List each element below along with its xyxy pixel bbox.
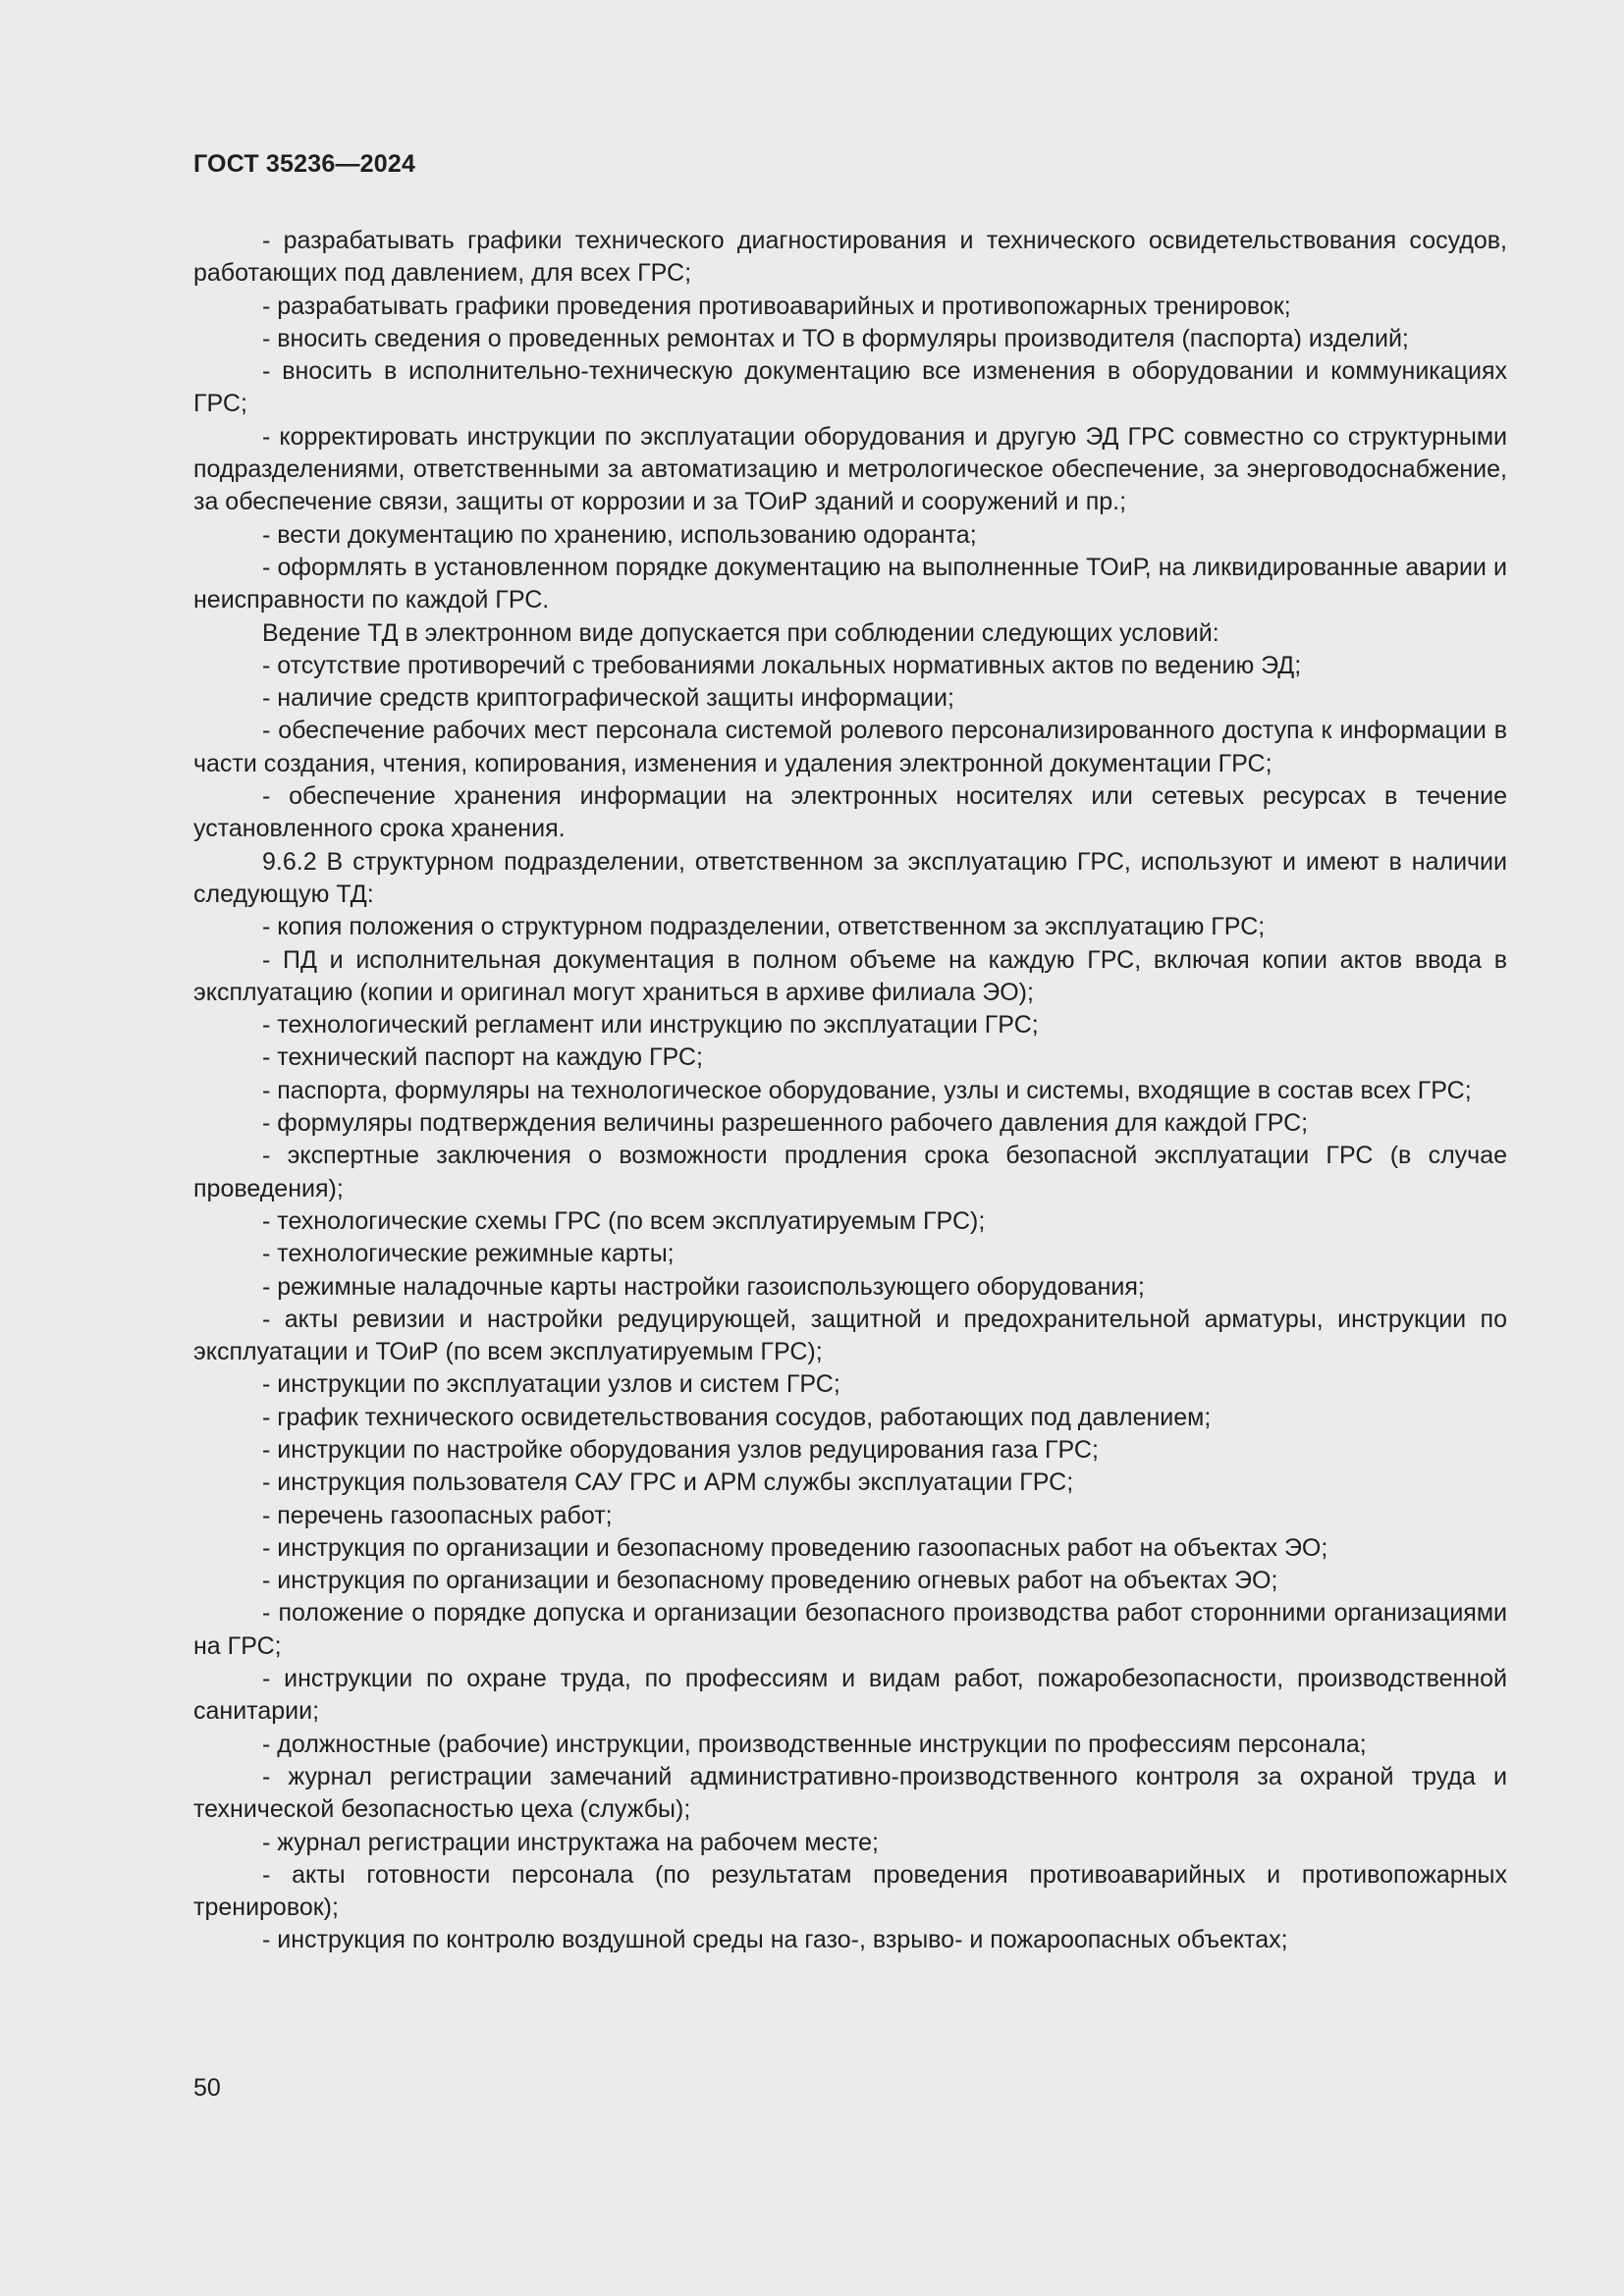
page-number: 50 [193,2074,221,2102]
paragraph: Ведение ТД в электронном виде допускается при соблюдении следующих условий: [262,618,1219,647]
paragraph: - разрабатывать графики технического диагностирования и технического освидетельствования сосудов, работающих под давлением, для всех ГРС; [193,227,1507,288]
paragraph: - акты готовности персонала (по результатам проведения противоаварийных и противопожарных тренировок); [193,1860,1507,1922]
paragraph: - должностные (рабочие) инструкции, производственные инструкции по профессиям персонала; [262,1730,1367,1758]
paragraph: - оформлять в установленном порядке документацию на выполненные ТОиР, на ликвидированные аварии и неисправности по каждой ГРС. [193,553,1507,614]
paragraph: - инструкции по охране труда, по профессиям и видам работ, пожаробезопасности, производственной санитарии; [193,1665,1507,1726]
paragraph: - технологические схемы ГРС (по всем эксплуатируемым ГРС); [262,1206,986,1235]
document-header: ГОСТ 35236—2024 [193,150,416,178]
paragraph: - перечень газоопасных работ; [262,1501,613,1529]
paragraph: - ПД и исполнительная документация в полном объеме на каждую ГРС, включая копии актов ввода в эксплуатацию (копии и оригинал могут храниться в архиве филиала ЭО); [193,945,1507,1006]
paragraph: - наличие средств криптографической защиты информации; [262,684,954,713]
paragraph: - корректировать инструкции по эксплуатации оборудования и другую ЭД ГРС совместно со структурными подразделениями, ответственными за автоматизацию и метрологическое обеспечение, за энерговодоснабжение, за обеспечение связи, защиты от коррозии и за ТОиР зданий и сооружений и пр.; [193,422,1507,516]
paragraph: - режимные наладочные карты настройки газоиспользующего оборудования; [262,1272,1145,1301]
document-body [193,225,1507,1957]
paragraph: - разрабатывать графики проведения противоаварийных и противопожарных тренировок; [262,292,1291,320]
paragraph: - инструкция пользователя САУ ГРС и АРМ службы эксплуатации ГРС; [262,1468,1074,1497]
paragraph: - график технического освидетельствования сосудов, работающих под давлением; [262,1403,1212,1431]
paragraph: - вносить сведения о проведенных ремонтах и ТО в формуляры производителя (паспорта) изделий; [262,324,1409,352]
section-paragraph: 9.6.2 В структурном подразделении, ответственном за эксплуатацию ГРС, используют и имеют в наличии следующую ТД: [193,847,1507,908]
paragraph: - инструкция по организации и безопасному проведению газоопасных работ на объектах ЭО; [262,1533,1328,1562]
paragraph: - инструкции по настройке оборудования узлов редуцирования газа ГРС; [262,1435,1099,1464]
paragraph: - отсутствие противоречий с требованиями локальных нормативных актов по ведению ЭД; [262,651,1302,679]
paragraph: - обеспечение хранения информации на электронных носителях или сетевых ресурсах в течение установленного срока хранения. [193,782,1507,843]
paragraph: - копия положения о структурном подразделении, ответственном за эксплуатацию ГРС; [262,913,1266,941]
paragraph: - паспорта, формуляры на технологическое оборудование, узлы и системы, входящие в состав всех ГРС; [262,1076,1472,1104]
paragraph: - обеспечение рабочих мест персонала системой ролевого персонализированного доступа к информации в части создания, чтения, копирования, изменения и удаления электронной документации ГРС; [193,717,1507,777]
paragraph: - технологический регламент или инструкцию по эксплуатации ГРС; [262,1011,1039,1040]
paragraph: - акты ревизии и настройки редуцирующей, защитной и предохранительной арматуры, инструкции по эксплуатации и ТОиР (по всем эксплуатируемым ГРС); [193,1305,1507,1366]
paragraph: - журнал регистрации инструктажа на рабочем месте; [262,1828,880,1856]
paragraph: - положение о порядке допуска и организации безопасного производства работ сторонними организациями на ГРС; [193,1599,1507,1660]
paragraph: - экспертные заключения о возможности продления срока безопасной эксплуатации ГРС (в случае проведения); [193,1142,1507,1202]
paragraph: - инструкция по организации и безопасному проведению огневых работ на объектах ЭО; [262,1567,1278,1595]
paragraph: - формуляры подтверждения величины разрешенного рабочего давления для каждой ГРС; [262,1109,1309,1138]
paragraph: - журнал регистрации замечаний административно-производственного контроля за охраной труда и технической безопасностью цеха (службы); [193,1762,1507,1824]
paragraph: - технологические режимные карты; [262,1240,675,1268]
paragraph: - вести документацию по хранению, использованию одоранта; [262,520,977,549]
paragraph: - вносить в исполнительно-техническую документацию все изменения в оборудовании и коммуникациях ГРС; [193,357,1507,418]
paragraph: - инструкция по контролю воздушной среды на газо-, взрыво- и пожароопасных объектах; [262,1926,1288,1954]
paragraph: - инструкции по эксплуатации узлов и систем ГРС; [262,1370,840,1399]
paragraph: - технический паспорт на каждую ГРС; [262,1043,703,1072]
